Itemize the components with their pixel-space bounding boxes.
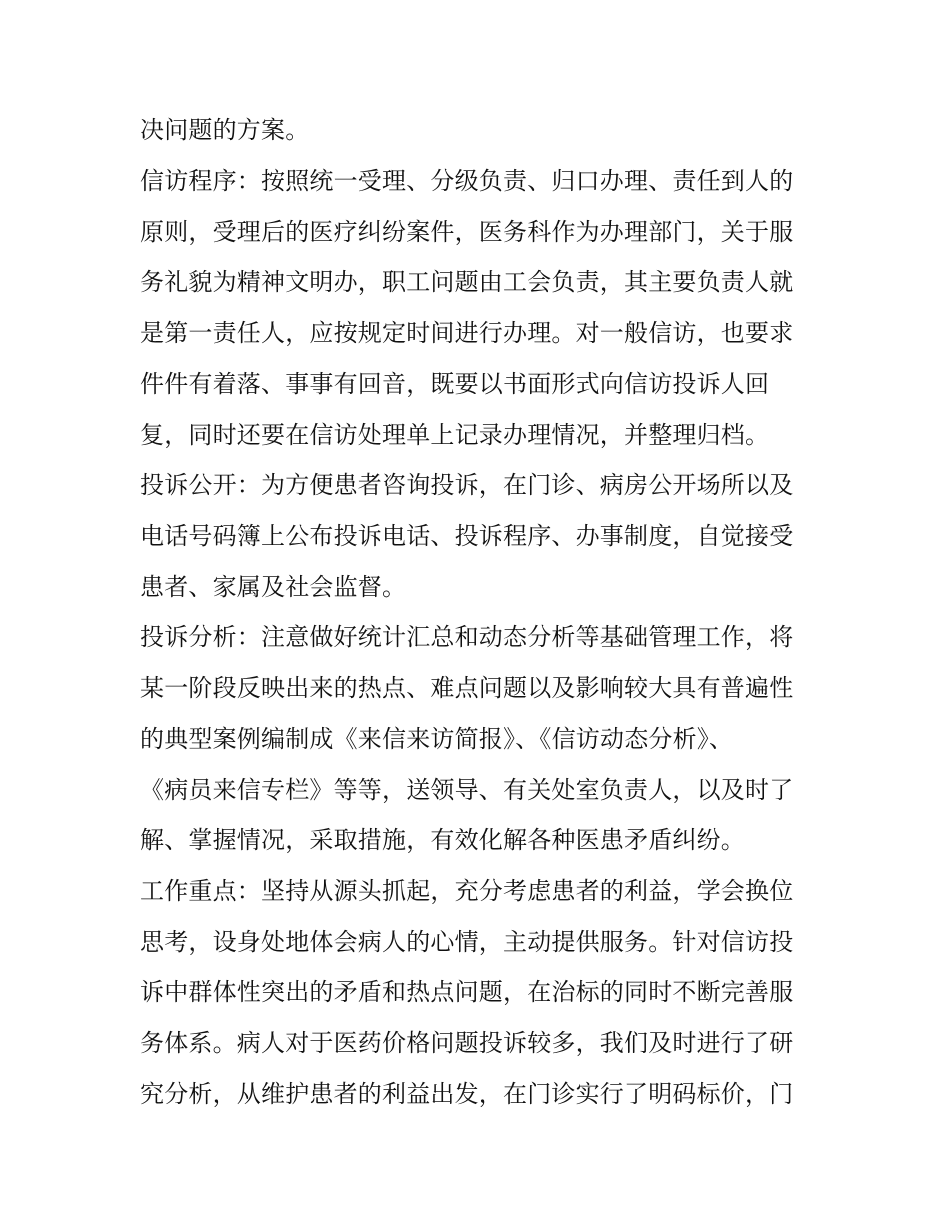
text-line: 工作重点：坚持从源头抓起，充分考虑患者的利益，学会换位	[140, 877, 794, 905]
text-line: 是第一责任人，应按规定时间进行办理。对一般信访，也要求	[140, 319, 794, 347]
text-line: 患者、家属及社会监督。	[140, 573, 407, 601]
text-line: 的典型案例编制成《来信来访简报》、《信访动态分析》、	[140, 725, 734, 753]
text-line: 《病员来信专栏》等等，送领导、有关处室负责人，以及时了	[140, 776, 794, 804]
text-line: 原则，受理后的医疗纠纷案件，医务科作为办理部门，关于服	[140, 218, 794, 246]
text-line: 投诉公开：为方便患者咨询投诉，在门诊、病房公开场所以及	[140, 471, 794, 499]
text-line: 复，同时还要在信访处理单上记录办理情况，并整理归档。	[140, 421, 770, 449]
text-line: 务礼貌为精神文明办，职工问题由工会负责，其主要负责人就	[140, 268, 794, 296]
text-line: 电话号码簿上公布投诉电话、投诉程序、办事制度，自觉接受	[140, 522, 794, 550]
text-line: 思考，设身处地体会病人的心情，主动提供服务。针对信访投	[140, 928, 794, 956]
text-line: 务体系。病人对于医药价格问题投诉较多，我们及时进行了研	[140, 1029, 794, 1057]
text-line: 决问题的方案。	[140, 116, 310, 144]
text-line: 诉中群体性突出的矛盾和热点问题，在治标的同时不断完善服	[140, 978, 794, 1006]
text-line: 某一阶段反映出来的热点、难点问题以及影响较大具有普遍性	[140, 674, 794, 702]
text-line: 解、掌握情况，采取措施，有效化解各种医患矛盾纠纷。	[140, 826, 745, 854]
text-line: 究分析，从维护患者的利益出发，在门诊实行了明码标价，门	[140, 1080, 794, 1108]
text-line: 投诉分析：注意做好统计汇总和动态分析等基础管理工作，将	[140, 623, 794, 651]
text-line: 信访程序：按照统一受理、分级负责、归口办理、责任到人的	[140, 167, 794, 195]
text-line: 件件有着落、事事有回音，既要以书面形式向信访投诉人回	[140, 370, 770, 398]
